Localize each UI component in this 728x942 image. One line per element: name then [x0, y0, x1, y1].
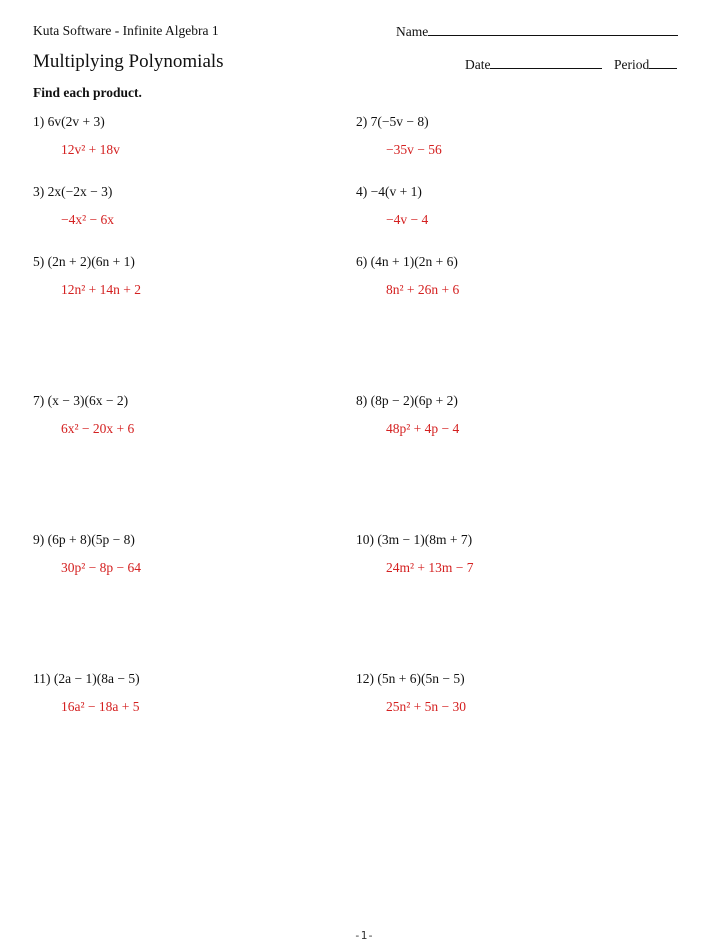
answer-12: 25n² + 5n − 30 [386, 699, 467, 714]
problem-6: 6) (4n + 1)(2n + 6) [356, 254, 458, 269]
problem-12: 12) (5n + 6)(5n − 5) [356, 671, 465, 686]
period-label: Period [614, 57, 650, 72]
problem-10: 10) (3m − 1)(8m + 7) [356, 532, 473, 547]
problem-5: 5) (2n + 2)(6n + 1) [33, 254, 135, 269]
problem-11: 11) (2a − 1)(8a − 5) [33, 671, 140, 686]
name-field[interactable] [396, 23, 678, 40]
answer-8: 48p² + 4p − 4 [386, 421, 460, 436]
date-field[interactable] [465, 56, 602, 73]
answer-10: 24m² + 13m − 7 [386, 560, 474, 575]
problem-7: 7) (x − 3)(6x − 2) [33, 393, 129, 408]
name-line [428, 23, 678, 36]
answer-6: 8n² + 26n + 6 [386, 282, 460, 297]
problem-2: 2) 7(−5v − 8) [356, 114, 429, 129]
answer-5: 12n² + 14n + 2 [61, 282, 142, 297]
problem-4: 4) −4(v + 1) [356, 184, 422, 199]
software-label: Kuta Software - Infinite Algebra 1 [33, 23, 219, 38]
problem-1: 1) 6v(2v + 3) [33, 114, 105, 129]
answer-3: −4x² − 6x [61, 212, 115, 227]
answer-2: −35v − 56 [386, 142, 442, 157]
name-label: Name [396, 24, 429, 39]
problem-3: 3) 2x(−2x − 3) [33, 184, 113, 199]
instructions: Find each product. [33, 85, 142, 100]
problem-9: 9) (6p + 8)(5p − 8) [33, 532, 135, 547]
answer-11: 16a² − 18a + 5 [61, 699, 140, 714]
date-label: Date [465, 57, 491, 72]
date-line [490, 56, 602, 69]
answer-1: 12v² + 18v [61, 142, 120, 157]
answer-9: 30p² − 8p − 64 [61, 560, 142, 575]
page-title: Multiplying Polynomials [33, 51, 224, 72]
period-line [649, 56, 677, 69]
answer-7: 6x² − 20x + 6 [61, 421, 135, 436]
problem-8: 8) (8p − 2)(6p + 2) [356, 393, 458, 408]
period-field[interactable] [614, 56, 677, 73]
page-number: -1- [354, 929, 374, 942]
answer-4: −4v − 4 [386, 212, 429, 227]
